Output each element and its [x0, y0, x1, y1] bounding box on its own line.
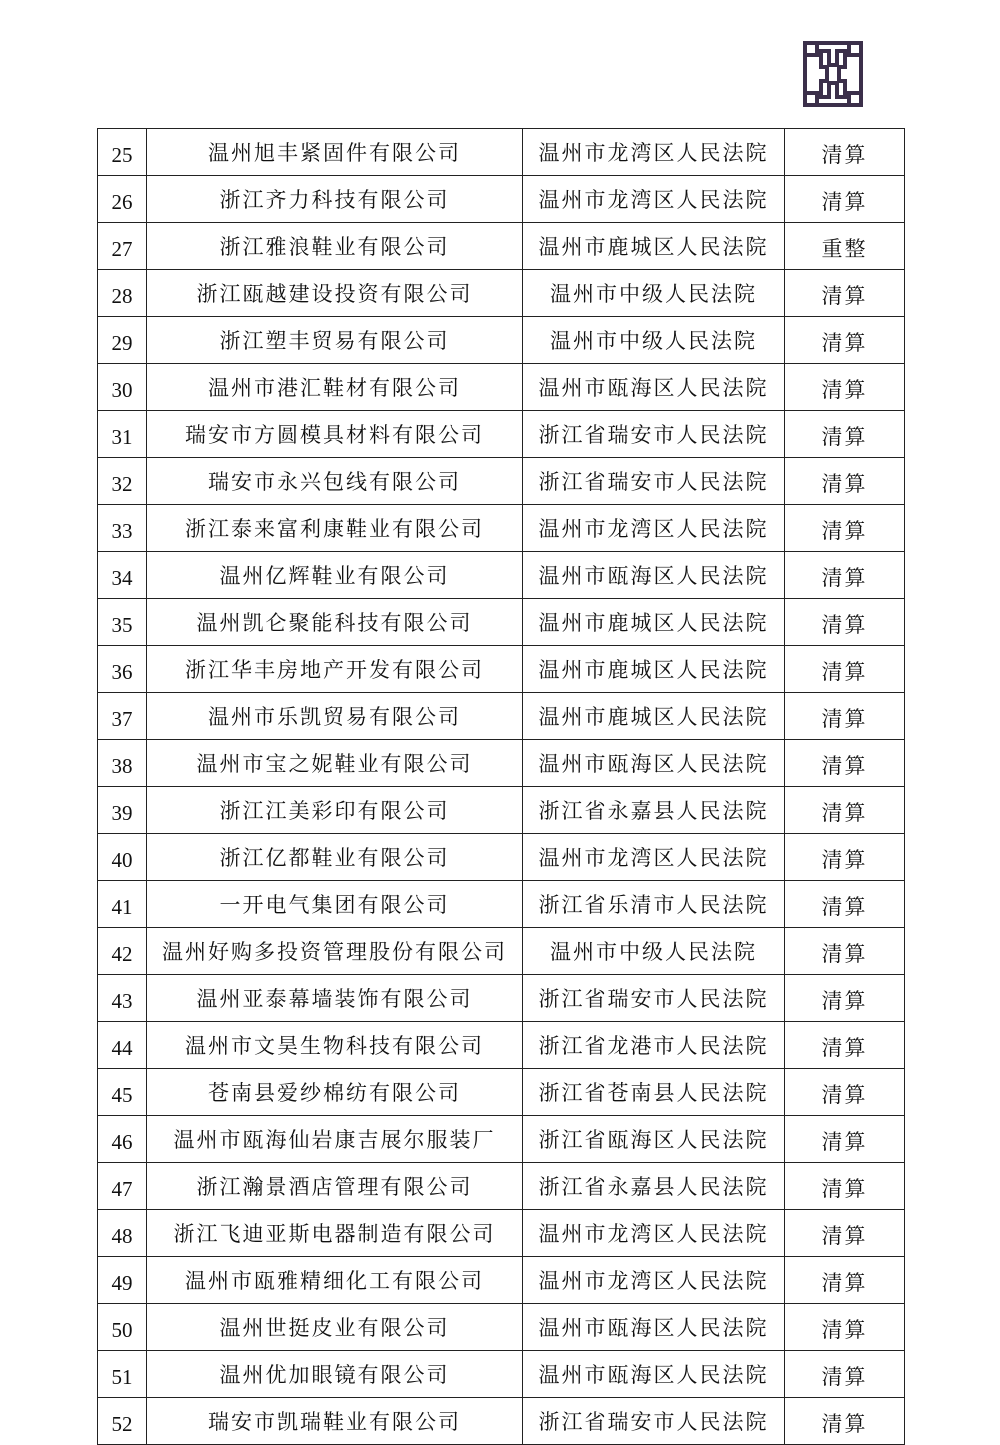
company-name: 浙江齐力科技有限公司	[147, 176, 523, 223]
case-status: 清算	[785, 1069, 905, 1116]
case-number: 43	[98, 975, 147, 1022]
company-name: 温州市宝之妮鞋业有限公司	[147, 740, 523, 787]
case-status: 清算	[785, 693, 905, 740]
court-name: 温州市龙湾区人民法院	[523, 129, 785, 176]
court-name: 温州市瓯海区人民法院	[523, 1351, 785, 1398]
company-name: 苍南县爱纱棉纺有限公司	[147, 1069, 523, 1116]
case-status: 清算	[785, 599, 905, 646]
case-number: 31	[98, 411, 147, 458]
company-name: 温州旭丰紧固件有限公司	[147, 129, 523, 176]
case-number: 49	[98, 1257, 147, 1304]
table-row	[98, 881, 905, 928]
case-number: 39	[98, 787, 147, 834]
court-name: 温州市鹿城区人民法院	[523, 646, 785, 693]
case-number: 27	[98, 223, 147, 270]
court-name: 温州市龙湾区人民法院	[523, 834, 785, 881]
case-number: 41	[98, 881, 147, 928]
case-status: 清算	[785, 1116, 905, 1163]
company-name: 浙江亿都鞋业有限公司	[147, 834, 523, 881]
court-name: 温州市龙湾区人民法院	[523, 505, 785, 552]
case-number: 50	[98, 1304, 147, 1351]
case-status: 清算	[785, 787, 905, 834]
case-status: 清算	[785, 458, 905, 505]
table-row	[98, 552, 905, 599]
court-name: 浙江省瑞安市人民法院	[523, 411, 785, 458]
case-status: 清算	[785, 364, 905, 411]
case-number: 33	[98, 505, 147, 552]
company-name: 温州优加眼镜有限公司	[147, 1351, 523, 1398]
company-name: 温州市乐凯贸易有限公司	[147, 693, 523, 740]
company-name: 浙江泰来富利康鞋业有限公司	[147, 505, 523, 552]
court-name: 温州市中级人民法院	[523, 928, 785, 975]
case-status: 清算	[785, 1304, 905, 1351]
table-row	[98, 740, 905, 787]
case-status: 清算	[785, 1398, 905, 1445]
case-number: 46	[98, 1116, 147, 1163]
case-status: 清算	[785, 129, 905, 176]
case-status: 清算	[785, 317, 905, 364]
court-name: 浙江省龙港市人民法院	[523, 1022, 785, 1069]
case-number: 38	[98, 740, 147, 787]
case-status: 清算	[785, 834, 905, 881]
court-name: 浙江省乐清市人民法院	[523, 881, 785, 928]
case-status: 清算	[785, 1210, 905, 1257]
case-number: 28	[98, 270, 147, 317]
company-name: 瑞安市凯瑞鞋业有限公司	[147, 1398, 523, 1445]
court-name: 浙江省瑞安市人民法院	[523, 1398, 785, 1445]
company-name: 浙江江美彩印有限公司	[147, 787, 523, 834]
company-name: 浙江瀚景酒店管理有限公司	[147, 1163, 523, 1210]
court-name: 浙江省瑞安市人民法院	[523, 458, 785, 505]
case-number: 29	[98, 317, 147, 364]
case-number: 35	[98, 599, 147, 646]
table-row	[98, 176, 905, 223]
company-name: 浙江塑丰贸易有限公司	[147, 317, 523, 364]
case-status: 清算	[785, 881, 905, 928]
case-number: 40	[98, 834, 147, 881]
company-name: 浙江瓯越建设投资有限公司	[147, 270, 523, 317]
table-row	[98, 693, 905, 740]
table-row	[98, 1304, 905, 1351]
case-status: 清算	[785, 975, 905, 1022]
table-row	[98, 787, 905, 834]
table-row	[98, 1398, 905, 1445]
case-status: 清算	[785, 740, 905, 787]
court-name: 温州市中级人民法院	[523, 317, 785, 364]
table-row	[98, 411, 905, 458]
case-status: 清算	[785, 1163, 905, 1210]
company-name: 温州亿辉鞋业有限公司	[147, 552, 523, 599]
company-name: 温州市文昊生物科技有限公司	[147, 1022, 523, 1069]
table-row	[98, 364, 905, 411]
court-name: 温州市龙湾区人民法院	[523, 1257, 785, 1304]
table-row	[98, 129, 905, 176]
case-status: 清算	[785, 928, 905, 975]
court-name: 温州市鹿城区人民法院	[523, 693, 785, 740]
case-status: 清算	[785, 552, 905, 599]
case-number: 30	[98, 364, 147, 411]
court-name: 浙江省瓯海区人民法院	[523, 1116, 785, 1163]
table-row	[98, 1022, 905, 1069]
court-name: 温州市鹿城区人民法院	[523, 223, 785, 270]
case-status: 清算	[785, 411, 905, 458]
table-row	[98, 646, 905, 693]
court-name: 浙江省永嘉县人民法院	[523, 787, 785, 834]
case-status: 清算	[785, 270, 905, 317]
company-name: 浙江飞迪亚斯电器制造有限公司	[147, 1210, 523, 1257]
case-number: 45	[98, 1069, 147, 1116]
table-row	[98, 505, 905, 552]
table-row	[98, 928, 905, 975]
court-name: 浙江省苍南县人民法院	[523, 1069, 785, 1116]
case-status: 清算	[785, 1257, 905, 1304]
table-row	[98, 1069, 905, 1116]
case-number: 25	[98, 129, 147, 176]
court-name: 温州市龙湾区人民法院	[523, 1210, 785, 1257]
court-name: 温州市瓯海区人民法院	[523, 1304, 785, 1351]
company-name: 温州世挺皮业有限公司	[147, 1304, 523, 1351]
case-number: 34	[98, 552, 147, 599]
company-name: 瑞安市方圆模具材料有限公司	[147, 411, 523, 458]
table-row	[98, 317, 905, 364]
company-name: 浙江雅浪鞋业有限公司	[147, 223, 523, 270]
case-status: 重整	[785, 223, 905, 270]
case-number: 44	[98, 1022, 147, 1069]
company-name: 瑞安市永兴包线有限公司	[147, 458, 523, 505]
company-name: 温州好购多投资管理股份有限公司	[147, 928, 523, 975]
case-status: 清算	[785, 1351, 905, 1398]
table-row	[98, 1163, 905, 1210]
case-status: 清算	[785, 646, 905, 693]
case-number: 26	[98, 176, 147, 223]
court-name: 温州市瓯海区人民法院	[523, 552, 785, 599]
case-number: 37	[98, 693, 147, 740]
company-name: 温州亚泰幕墙装饰有限公司	[147, 975, 523, 1022]
table-row	[98, 270, 905, 317]
case-table	[97, 128, 905, 1445]
company-name: 温州市瓯海仙岩康吉展尔服装厂	[147, 1116, 523, 1163]
company-name: 浙江华丰房地产开发有限公司	[147, 646, 523, 693]
table-row	[98, 1210, 905, 1257]
case-number: 32	[98, 458, 147, 505]
court-name: 温州市鹿城区人民法院	[523, 599, 785, 646]
case-status: 清算	[785, 176, 905, 223]
case-number: 48	[98, 1210, 147, 1257]
court-name: 温州市龙湾区人民法院	[523, 176, 785, 223]
company-name: 一开电气集团有限公司	[147, 881, 523, 928]
case-number: 52	[98, 1398, 147, 1445]
table-row	[98, 1116, 905, 1163]
table-row	[98, 834, 905, 881]
table-row	[98, 458, 905, 505]
table-row	[98, 599, 905, 646]
case-number: 51	[98, 1351, 147, 1398]
company-name: 温州市瓯雅精细化工有限公司	[147, 1257, 523, 1304]
case-number: 47	[98, 1163, 147, 1210]
case-status: 清算	[785, 1022, 905, 1069]
table-row	[98, 1257, 905, 1304]
case-number: 42	[98, 928, 147, 975]
table-row	[98, 1351, 905, 1398]
court-name: 浙江省瑞安市人民法院	[523, 975, 785, 1022]
table-row	[98, 223, 905, 270]
firm-logo-icon	[803, 41, 863, 107]
court-name: 温州市瓯海区人民法院	[523, 364, 785, 411]
company-name: 温州市港汇鞋材有限公司	[147, 364, 523, 411]
court-name: 温州市瓯海区人民法院	[523, 740, 785, 787]
case-number: 36	[98, 646, 147, 693]
court-name: 浙江省永嘉县人民法院	[523, 1163, 785, 1210]
table-row	[98, 975, 905, 1022]
company-name: 温州凯仑聚能科技有限公司	[147, 599, 523, 646]
court-name: 温州市中级人民法院	[523, 270, 785, 317]
case-status: 清算	[785, 505, 905, 552]
case-table-body	[98, 129, 905, 1445]
